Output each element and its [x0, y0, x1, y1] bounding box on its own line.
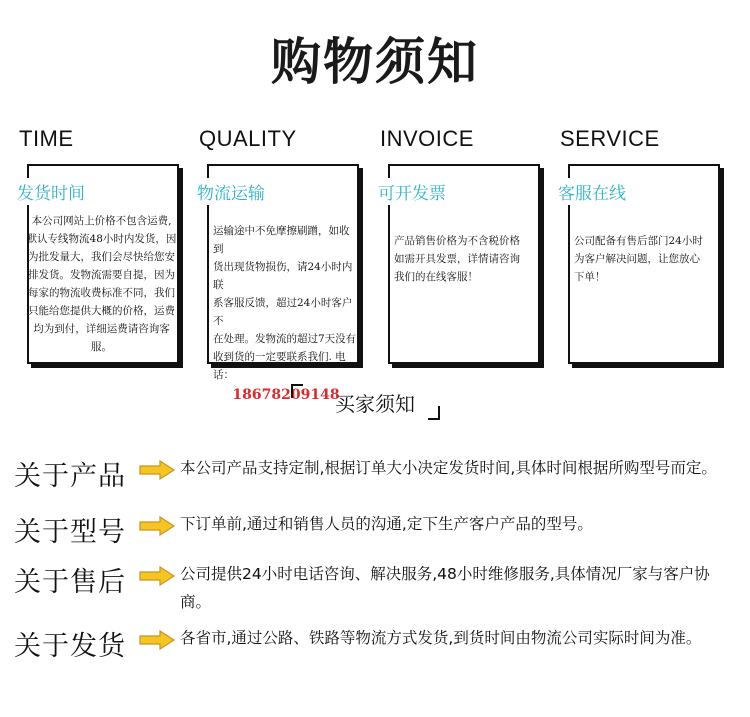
- row-label: 关于售后: [14, 567, 126, 598]
- row-label: 关于型号: [14, 517, 126, 548]
- card-line: 默认专线物流48小时内发货，因: [26, 233, 177, 245]
- card-line: 系客服反馈，超过24小时客户不: [213, 297, 353, 327]
- card-body: [19, 212, 184, 356]
- row-text: 下订单前,通过和销售人员的沟通,定下生产客户产品的型号。: [180, 515, 593, 533]
- card-line: 为客户解决问题，让您放心: [574, 253, 700, 265]
- card-line: 为批发量大，我们会尽快给您安: [28, 251, 175, 263]
- card-line: 只能给您提供大概的价格，运费: [28, 305, 175, 317]
- card-line: 产品销售价格为不含税价格: [394, 235, 520, 247]
- row-text: 本公司产品支持定制,根据订单大小决定发货时间,具体时间根据所购型号而定。: [180, 459, 717, 477]
- bracket-right: [428, 406, 440, 420]
- arrow-right-icon: [138, 566, 176, 586]
- arrow-right-icon: [138, 630, 176, 650]
- row-text: 各省市,通过公路、铁路等物流方式发货,到货时间由物流公司实际时间为准。: [180, 629, 702, 647]
- card-cn-title: 可开发票: [378, 178, 450, 205]
- card-body: [560, 232, 720, 286]
- card-line: 收到货的一定要联系我们. 电话：: [213, 351, 346, 381]
- card-cn-title: 客服在线: [558, 178, 630, 205]
- arrow-right-icon: [138, 460, 176, 480]
- buyer-title: 买家须知: [335, 392, 415, 416]
- card-line: 服。: [91, 341, 112, 353]
- card-line: 下单！: [574, 271, 606, 283]
- card-en-title: TIME: [19, 126, 74, 151]
- info-cards: [0, 124, 750, 403]
- card-line: 排发货。发物流需要自提，因为: [28, 269, 175, 281]
- card-line: 公司配备有售后部门24小时: [574, 235, 703, 247]
- card-line: 在处理。发物流的超过7天没有: [213, 333, 357, 345]
- arrow-right-icon: [138, 516, 176, 536]
- notice-row-model: [14, 510, 736, 550]
- card-line: 均为到付，详细运费请咨询客: [33, 323, 170, 335]
- card-en-title: INVOICE: [380, 126, 474, 151]
- row-text: 公司提供24小时电话咨询、解决服务,48小时维修服务,具体情况厂家与客户协商。: [180, 565, 710, 611]
- card-line: 货出现货物损伤，请24小时内联: [213, 261, 353, 291]
- card-en-title: SERVICE: [560, 126, 660, 151]
- card-service: [560, 124, 725, 369]
- card-line: 运输途中不免摩擦刷蹭，如收到: [213, 225, 350, 255]
- row-label: 关于产品: [14, 461, 126, 492]
- card-invoice: [380, 124, 545, 369]
- card-line: 每家的物流收费标准不同，我们: [28, 287, 175, 299]
- card-line: 如需开具发票，详情请咨询: [394, 253, 520, 265]
- card-cn-title: 物流运输: [197, 178, 269, 205]
- phone-number: 18678209148: [232, 387, 340, 403]
- card-cn-title: 发货时间: [17, 178, 89, 205]
- card-body: [199, 222, 359, 404]
- card-quality: [197, 124, 364, 403]
- card-en-title: QUALITY: [199, 126, 297, 151]
- card-line: 本公司网站上价格不包含运费,: [31, 215, 172, 227]
- buyer-notice-heading: [0, 384, 750, 424]
- card-body: [380, 232, 540, 286]
- card-time: [19, 124, 184, 369]
- page-title: 购物须知: [271, 33, 479, 91]
- row-label: 关于发货: [14, 631, 126, 662]
- notice-row-shipping: [14, 624, 736, 680]
- notice-row-product: [14, 454, 736, 510]
- notice-row-aftersales: [14, 560, 736, 616]
- card-line: 我们的在线客服！: [394, 271, 478, 283]
